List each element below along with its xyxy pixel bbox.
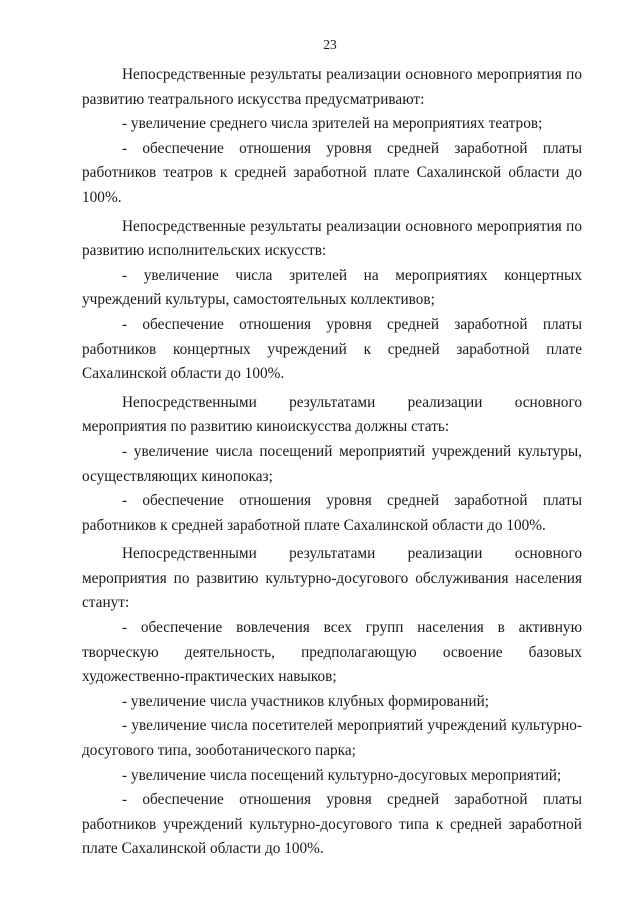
- paragraph-cinema-visits: - увеличение числа посещений мероприятий учреждений культуры, осуществляющих кинопоказ;: [82, 442, 582, 485]
- paragraph-leisure-visits: - увеличение числа посещений культурно-досуговых мероприятий;: [122, 766, 562, 784]
- paragraph-concert-salary: - обеспечение отношения уровня средней заработной платы работников концертных учреждений к средней заработной плате Сахалинской области до 100%.: [82, 315, 582, 383]
- paragraph-theatre-viewers: - увеличение среднего числа зрителей на мероприятиях театров;: [122, 115, 543, 133]
- paragraph-leisure-salary: - обеспечение отношения уровня средней заработной платы работников учреждений культурно-досугового типа к средней заработной плате Сахалинской области до 100%.: [82, 791, 582, 858]
- paragraph-leisure-intro: Непосредственными результатами реализации основного мероприятия по развитию культурно-досугового обслуживания населения станут:: [82, 545, 582, 612]
- document-body: [82, 63, 582, 862]
- paragraph-performing-arts-intro: Непосредственные результаты реализации основного мероприятия по развитию исполнительских искусств:: [82, 217, 582, 260]
- paragraph-theatre-results-intro: Непосредственные результаты реализации основного мероприятия по развитию театрального искусства предусматривают:: [82, 66, 582, 108]
- paragraph-cinema-salary: - обеспечение отношения уровня средней заработной платы работников к средней заработной плате Сахалинской области до 100%.: [82, 492, 582, 534]
- paragraph-leisure-visitors: - увеличение числа посетителей мероприятий учреждений культурно-досугового типа, зооботанического парка;: [82, 717, 582, 760]
- paragraph-club-participants: - увеличение числа участников клубных формирований;: [122, 692, 490, 710]
- paragraph-concert-viewers: - увеличение числа зрителей на мероприятиях концертных учреждений культуры, самостоятельных коллективов;: [82, 266, 582, 309]
- paragraph-theatre-salary: - обеспечение отношения уровня средней заработной платы работников театров к средней заработной плате Сахалинской области до 100%.: [82, 139, 582, 206]
- page-number: 23: [323, 37, 337, 52]
- paragraph-leisure-involvement: - обеспечение вовлечения всех групп населения в активную творческую деятельность, предполагающую освоение базовых художественно-практических навыков;: [82, 619, 582, 686]
- paragraph-cinema-intro: Непосредственными результатами реализации основного мероприятия по развитию киноискусства должны стать:: [82, 393, 582, 436]
